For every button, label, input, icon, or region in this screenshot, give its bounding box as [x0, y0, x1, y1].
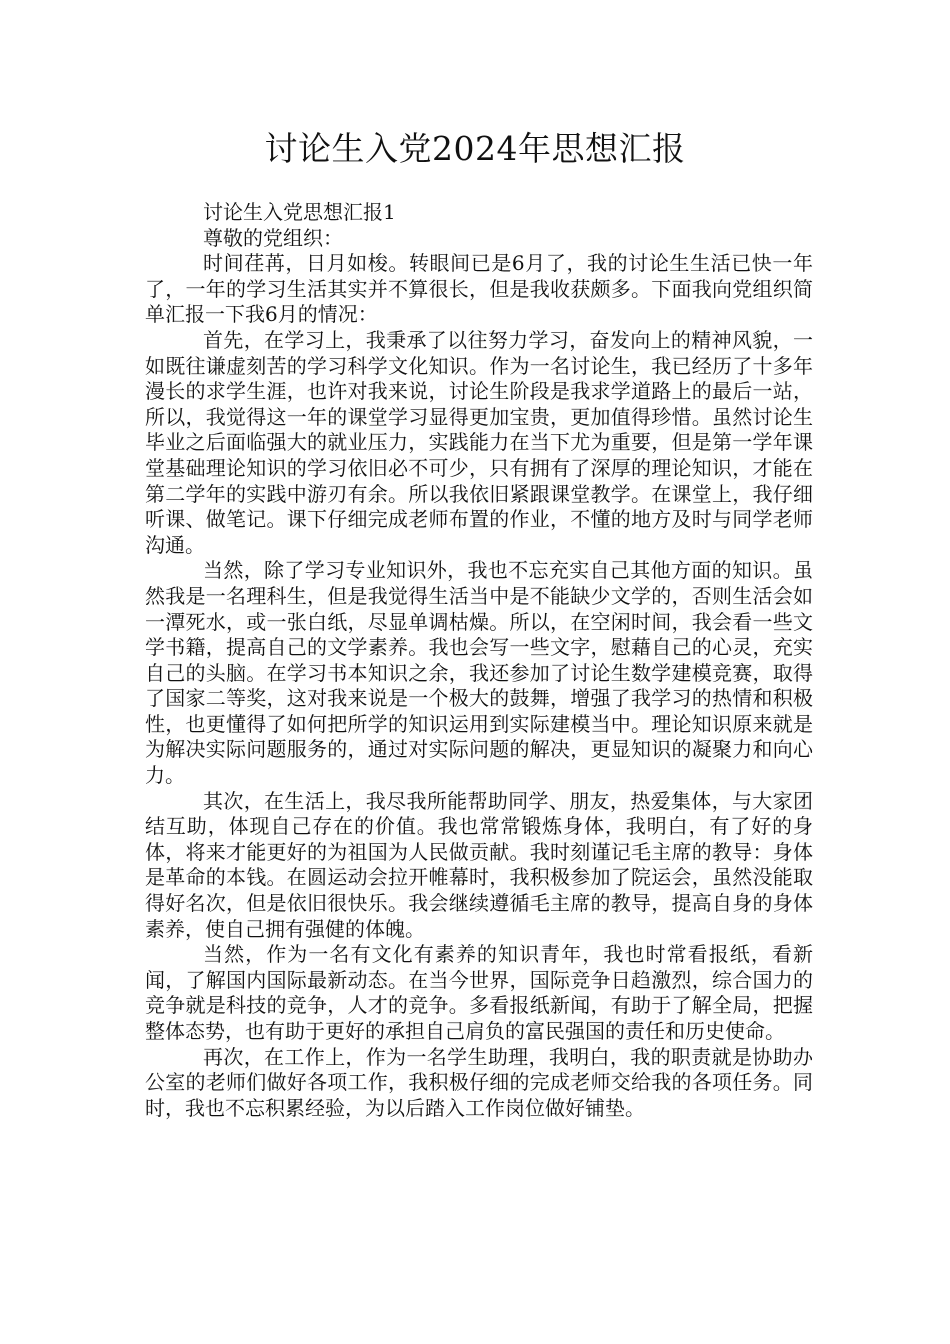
paragraph-5: 当然，作为一名有文化有素养的知识青年，我也时常看报纸，看新闻，了解国内国际最新动态。在当今世界，国际竞争日趋激烈，综合国力的竞争就是科技的竞争，人才的竞争。多看报纸新闻，有助于了解全局，把握整体态势，也有助于更好的承担自己肩负的富民强国的责任和历史使命。: [145, 942, 813, 1043]
document-title: 讨论生入党2024年思想汇报: [264, 129, 686, 168]
paragraph-1: 时间荏苒，日月如梭。转眼间已是6月了，我的讨论生生活已快一年了，一年的学习生活其实并不算很长，但是我收获颇多。下面我向党组织简单汇报一下我6月的情况：: [145, 251, 813, 327]
paragraph-6: 再次，在工作上，作为一名学生助理，我明白，我的职责就是协助办公室的老师们做好各项工作，我积极仔细的完成老师交给我的各项任务。同时，我也不忘积累经验，为以后踏入工作岗位做好铺垫。: [145, 1044, 813, 1120]
document-body: [145, 200, 813, 1121]
paragraph-3: 当然，除了学习专业知识外，我也不忘充实自己其他方面的知识。虽然我是一名理科生，但是我觉得生活当中是不能缺少文学的，否则生活会如一潭死水，或一张白纸，尽显单调枯燥。所以，在空闲时间，我会看一些文学书籍，提高自己的文学素养。我也会写一些文字，慰藉自己的心灵，充实自己的头脑。在学习书本知识之余，我还参加了讨论生数学建模竞赛，取得了国家二等奖，这对我来说是一个极大的鼓舞，增强了我学习的热情和积极性，也更懂得了如何把所学的知识运用到实际建模当中。理论知识原来就是为解决实际问题服务的，通过对实际问题的解决，更显知识的凝聚力和向心力。: [145, 558, 813, 788]
paragraph-2: 首先，在学习上，我秉承了以往努力学习，奋发向上的精神风貌，一如既往谦虚刻苦的学习科学文化知识。作为一名讨论生，我已经历了十多年漫长的求学生涯，也许对我来说，讨论生阶段是我求学道路上的最后一站，所以，我觉得这一年的课堂学习显得更加宝贵，更加值得珍惜。虽然讨论生毕业之后面临强大的就业压力，实践能力在当下尤为重要，但是第一学年课堂基础理论知识的学习依旧必不可少，只有拥有了深厚的理论知识，才能在第二学年的实践中游刃有余。所以我依旧紧跟课堂教学。在课堂上，我仔细听课、做笔记。课下仔细完成老师布置的作业，不懂的地方及时与同学老师沟通。: [145, 327, 813, 557]
section-heading: 讨论生入党思想汇报1: [203, 200, 396, 224]
paragraph-4: 其次，在生活上，我尽我所能帮助同学、朋友，热爱集体，与大家团结互助，体现自己存在的价值。我也常常锻炼身体，我明白，有了好的身体，将来才能更好的为祖国为人民做贡献。我时刻谨记毛主席的教导：身体是革命的本钱。在圆运动会拉开帷幕时，我积极参加了院运会，虽然没能取得好名次，但是依旧很快乐。我会继续遵循毛主席的教导，提高自身的身体素养，使自己拥有强健的体魄。: [145, 788, 813, 941]
salutation: 尊敬的党组织：: [203, 225, 343, 250]
